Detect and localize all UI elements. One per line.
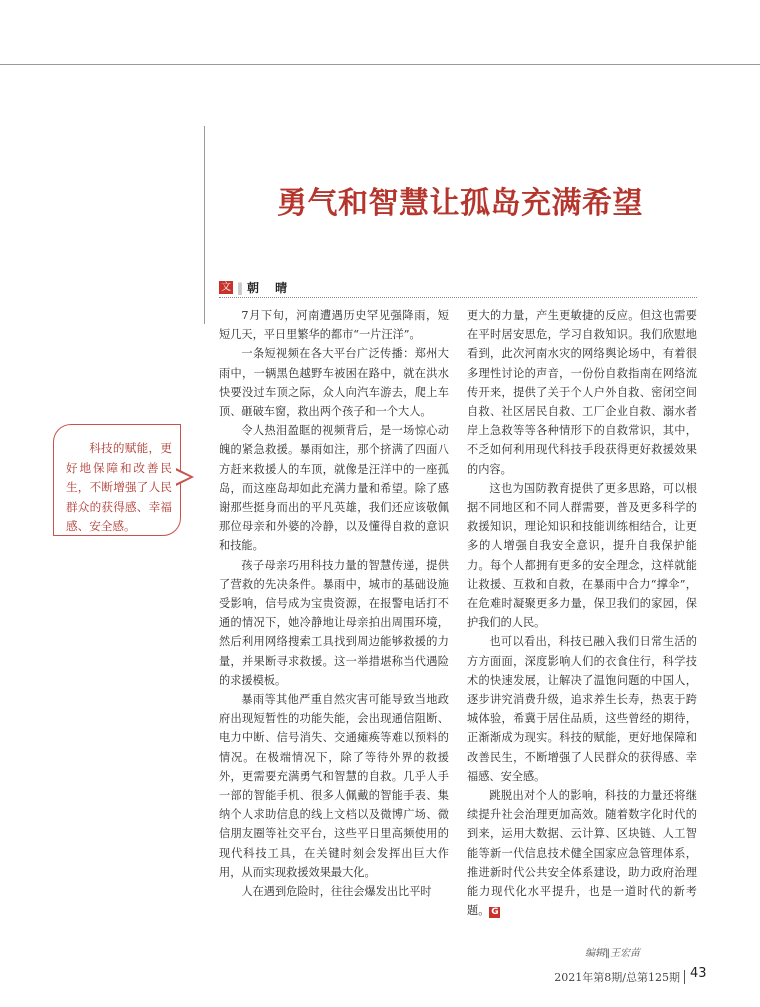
editor-credit: 编辑‖王宏苗 <box>585 948 640 959</box>
byline <box>219 279 293 296</box>
column-left <box>219 306 449 901</box>
paragraph: 令人热泪盈眶的视频背后，是一场惊心动魄的紧急救援。暴雨如注，那个挤满了四面八方赶来救援人的车顶，就像是汪洋中的一座孤岛，而这座岛却如此充满力量和希望。除了感谢那些挺身而出的平凡英雄，我们还应该敬佩那位母亲和外婆的冷静，以及懂得自救的意识和技能。 <box>219 424 449 553</box>
paragraph-last <box>467 786 697 920</box>
issue-label: 2021年第8期/总第125期 <box>554 971 680 984</box>
author-name: 朝 晴 <box>247 281 294 295</box>
end-mark-icon: G <box>491 907 499 918</box>
column-right <box>467 306 697 921</box>
paragraph: 也可以看出，科技已融入我们日常生活的方方面面，深度影响人们的衣食住行，科学技术的快速发展，让解决了温饱问题的中国人，逐步讲究消费升级，追求养生长寿，热衷于跨城体验，希冀于居住品质，这些曾经的期待，正渐渐成为现实。科技的赋能，更好地保障和改善民生，不断增强了人民群众的获得感、幸福感、安全感。 <box>467 635 697 783</box>
paragraph-continued: 更大的力量，产生更敏捷的反应。但这也需要在平时居安思危，学习自救知识。我们欣慰地看到，此次河南水灾的网络舆论场中，有着很多理性讨论的声音，一份份自救指南在网络流传开来，提供了关于个人户外自救、密闭空间自救、社区居民自救、工厂企业自救、溺水者岸上急救等等各种情形下的自救常识，其中，不乏如何利用现代科技手段获得更好救援效果的内容。 <box>467 309 697 476</box>
paragraph: 这也为国防教育提供了更多思路，可以根据不同地区和不同人群需要，普及更多科学的救援知识，理论知识和技能训练相结合，让更多的人增强自我安全意识，提升自我保护能力。每个人都拥有更多的安全理念，这样就能让救援、互救和自救，在暴雨中合力“撑伞”，在危难时凝聚更多力量，保卫我们的家园，保护我们的人民。 <box>467 481 697 630</box>
vertical-rule <box>204 126 205 324</box>
byline-separator: ‖ <box>237 280 243 295</box>
paragraph-text: 跳脱出对个人的影响，科技的力量还将继续提升社会治理更加高效。随着数字化时代的到来，运用大数据、云计算、区块链、人工智能等新一代信息技术健全国家应急管理体系，推进新时代公共安全体系建设，助力政府治理能力现代化水平提升，也是一道时代的新考题。 <box>467 789 697 918</box>
top-rule <box>0 64 760 65</box>
pull-quote: 科技的赋能，更好地保障和改善民生，不断增强了人民群众的获得感、幸福感、安全感。 <box>53 424 181 536</box>
byline-tag: 文 <box>221 282 231 293</box>
footer-divider <box>684 970 685 984</box>
paragraph: 孩子母亲巧用科技力量的智慧传递，提供了营救的先决条件。暴雨中，城市的基础设施受影响，信号成为宝贵资源，在报警电话打不通的情况下，她冷静地让母亲拍出周围环境，然后利用网络搜索工具找到周边能够救援的力量，并果断寻求救援。这一举措堪称当代遇险的求援模板。 <box>219 558 449 687</box>
article-title: 勇气和智慧让孤岛充满希望 <box>277 186 643 221</box>
paragraph: 一条短视频在各大平台广泛传播：郑州大雨中，一辆黑色越野车被困在路中，就在洪水快要没过车顶之际，众人向汽车游去，爬上车顶、砸破车窗，救出两个孩子和一个大人。 <box>219 347 449 419</box>
byline-rule <box>219 297 697 298</box>
paragraph: 暴雨等其他严重自然灾害可能导致当地政府出现短暂性的功能失能，会出现通信阻断、电力中断、信号消失、交通瘫痪等难以预料的情况。在极端情况下，除了等待外界的救援外，更需要充满勇气和智慧的自救。几乎人手一部的智能手机、很多人佩戴的智能手表、集纳个人求助信息的线上文档以及微博广场、微信朋友圈等社交平台，这些平日里高频使用的现代科技工具，在关键时刻会发挥出巨大作用，从而实现救援效果最大化。 <box>219 693 449 879</box>
paragraph: 人在遇到危险时，往往会爆发出比平时 <box>241 885 432 899</box>
paragraph: 7月下旬，河南遭遇历史罕见强降雨，短短几天，平日里繁华的都市“一片汪洋”。 <box>219 309 449 342</box>
page-number: 43 <box>690 966 707 981</box>
pull-quote-pointer-fill <box>175 470 190 484</box>
